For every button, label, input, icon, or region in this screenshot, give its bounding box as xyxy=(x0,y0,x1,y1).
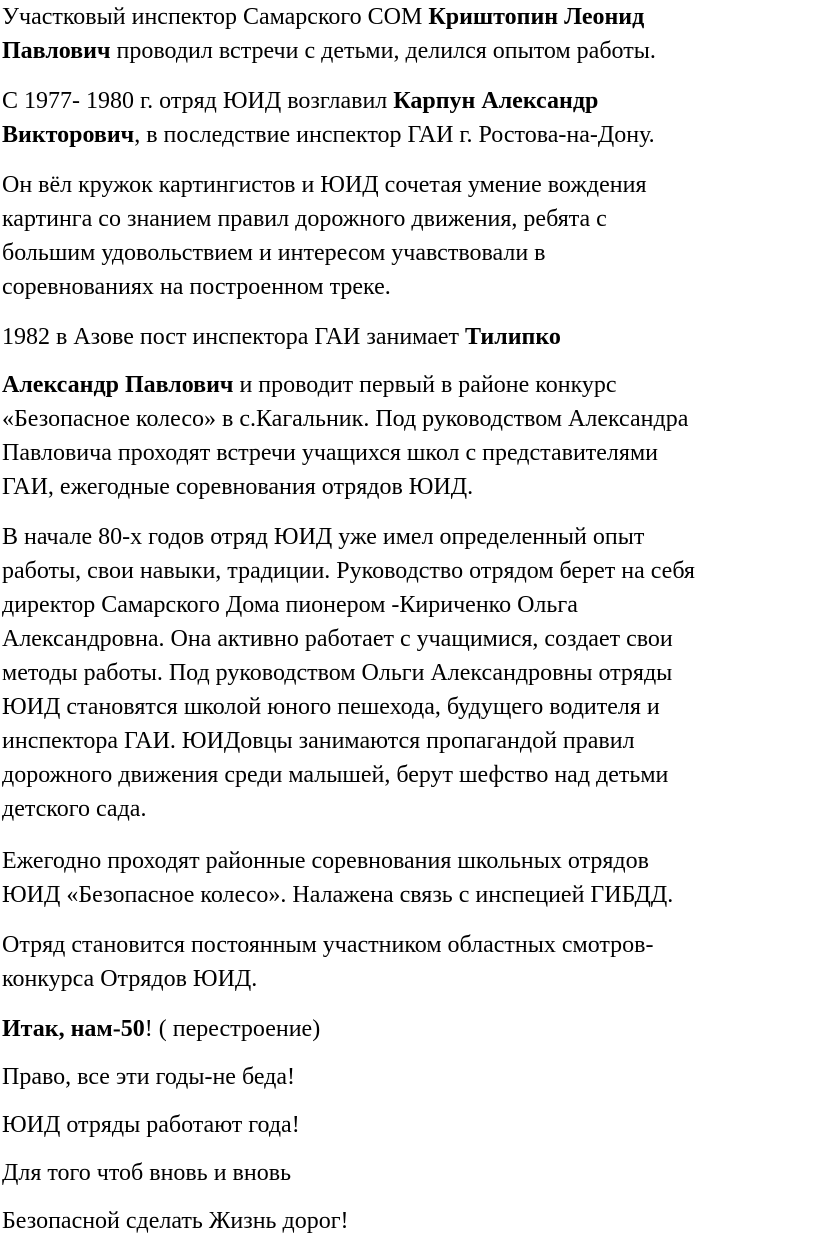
text-line xyxy=(2,34,656,68)
paragraph-early-80s xyxy=(2,520,695,826)
text-span: С 1977- 1980 г. отряд ЮИД возглавил xyxy=(2,88,394,114)
text-line xyxy=(2,368,688,402)
text-line: дорожного движения среди малышей, берут шефство над детьми xyxy=(2,762,669,788)
text-line xyxy=(2,1012,320,1046)
text-line: Для того чтоб вновь и вновь xyxy=(2,1160,292,1186)
poem-line-1 xyxy=(2,1060,295,1094)
paragraph-tilipko xyxy=(2,368,688,504)
text-line: детского сада. xyxy=(2,796,147,822)
text-span: ! ( перестроение) xyxy=(144,1016,321,1042)
text-line: В начале 80-х годов отряд ЮИД уже имел определенный опыт xyxy=(2,524,645,550)
text-line xyxy=(2,118,655,152)
poem-line-4 xyxy=(2,1204,349,1238)
text-line: большим удовольствием и интересом учавствовали в xyxy=(2,240,546,266)
text-line: Павловича проходят встречи учащихся школ с представителями xyxy=(2,440,658,466)
text-line xyxy=(2,84,655,118)
paragraph-karting-club xyxy=(2,168,647,304)
bold-name: Тилипко xyxy=(465,324,561,350)
text-line: работы, свои навыки, традиции. Руководство отрядом берет на себя xyxy=(2,558,695,584)
text-line: инспектора ГАИ. ЮИДовцы занимаются пропагандой правил xyxy=(2,728,635,754)
text-span: проводил встречи с детьми, делился опытом работы. xyxy=(110,38,656,64)
text-line: конкурса Отрядов ЮИД. xyxy=(2,966,258,992)
text-line: Право, все эти годы-не беда! xyxy=(2,1064,296,1090)
text-line xyxy=(2,320,561,354)
paragraph-karpun xyxy=(2,84,655,152)
text-line: Александровна. Она активно работает с учащимися, создает свои xyxy=(2,626,673,652)
text-line: ЮИД «Безопасное колесо». Налажена связь с инспецией ГИБДД. xyxy=(2,882,674,908)
text-span: 1982 в Азове пост инспектора ГАИ занимает xyxy=(2,324,465,350)
bold-name: Александр Павлович xyxy=(2,372,234,398)
text-line xyxy=(2,0,656,34)
text-line: Ежегодно проходят районные соревнования школьных отрядов xyxy=(2,848,649,874)
text-span: , в последствие инспектор ГАИ г. Ростова-на-Дону. xyxy=(134,122,655,148)
text-line: картинга со знанием правил дорожного движения, ребята с xyxy=(2,206,607,232)
paragraph-annual-competitions xyxy=(2,844,673,912)
paragraph-itak-50 xyxy=(2,1012,320,1046)
poem-line-2 xyxy=(2,1108,300,1142)
text-line: соревнованиях на построенном треке. xyxy=(2,274,391,300)
text-line: методы работы. Под руководством Ольги Александровны отряды xyxy=(2,660,673,686)
text-span: Участковый инспектор Самарского СОМ xyxy=(2,4,429,30)
text-line: Безопасной сделать Жизнь дорог! xyxy=(2,1208,349,1234)
poem-line-3 xyxy=(2,1156,291,1190)
paragraph-regional-participant xyxy=(2,928,654,996)
text-line: «Безопасное колесо» в с.Кагальник. Под руководством Александра xyxy=(2,406,689,432)
bold-name: Криштопин Леонид xyxy=(428,4,645,30)
text-span: и проводит первый в районе конкурс xyxy=(233,372,617,398)
text-line: директор Самарского Дома пионером -Кириченко Ольга xyxy=(2,592,578,618)
bold-name: Карпун Александр xyxy=(393,88,599,114)
text-line: ГАИ, ежегодные соревнования отрядов ЮИД. xyxy=(2,474,474,500)
text-line: ЮИД отряды работают года! xyxy=(2,1112,300,1138)
bold-heading: Итак, нам-50 xyxy=(2,1016,145,1042)
paragraph-1982-azov xyxy=(2,320,561,354)
paragraph-inspector-krishtopin xyxy=(2,0,656,68)
bold-name: Викторович xyxy=(2,122,135,148)
text-line: ЮИД становятся школой юного пешехода, будущего водителя и xyxy=(2,694,660,720)
text-line: Отряд становится постоянным участником областных смотров- xyxy=(2,932,654,958)
bold-name: Павлович xyxy=(2,38,111,64)
text-line: Он вёл кружок картингистов и ЮИД сочетая умение вождения xyxy=(2,172,647,198)
